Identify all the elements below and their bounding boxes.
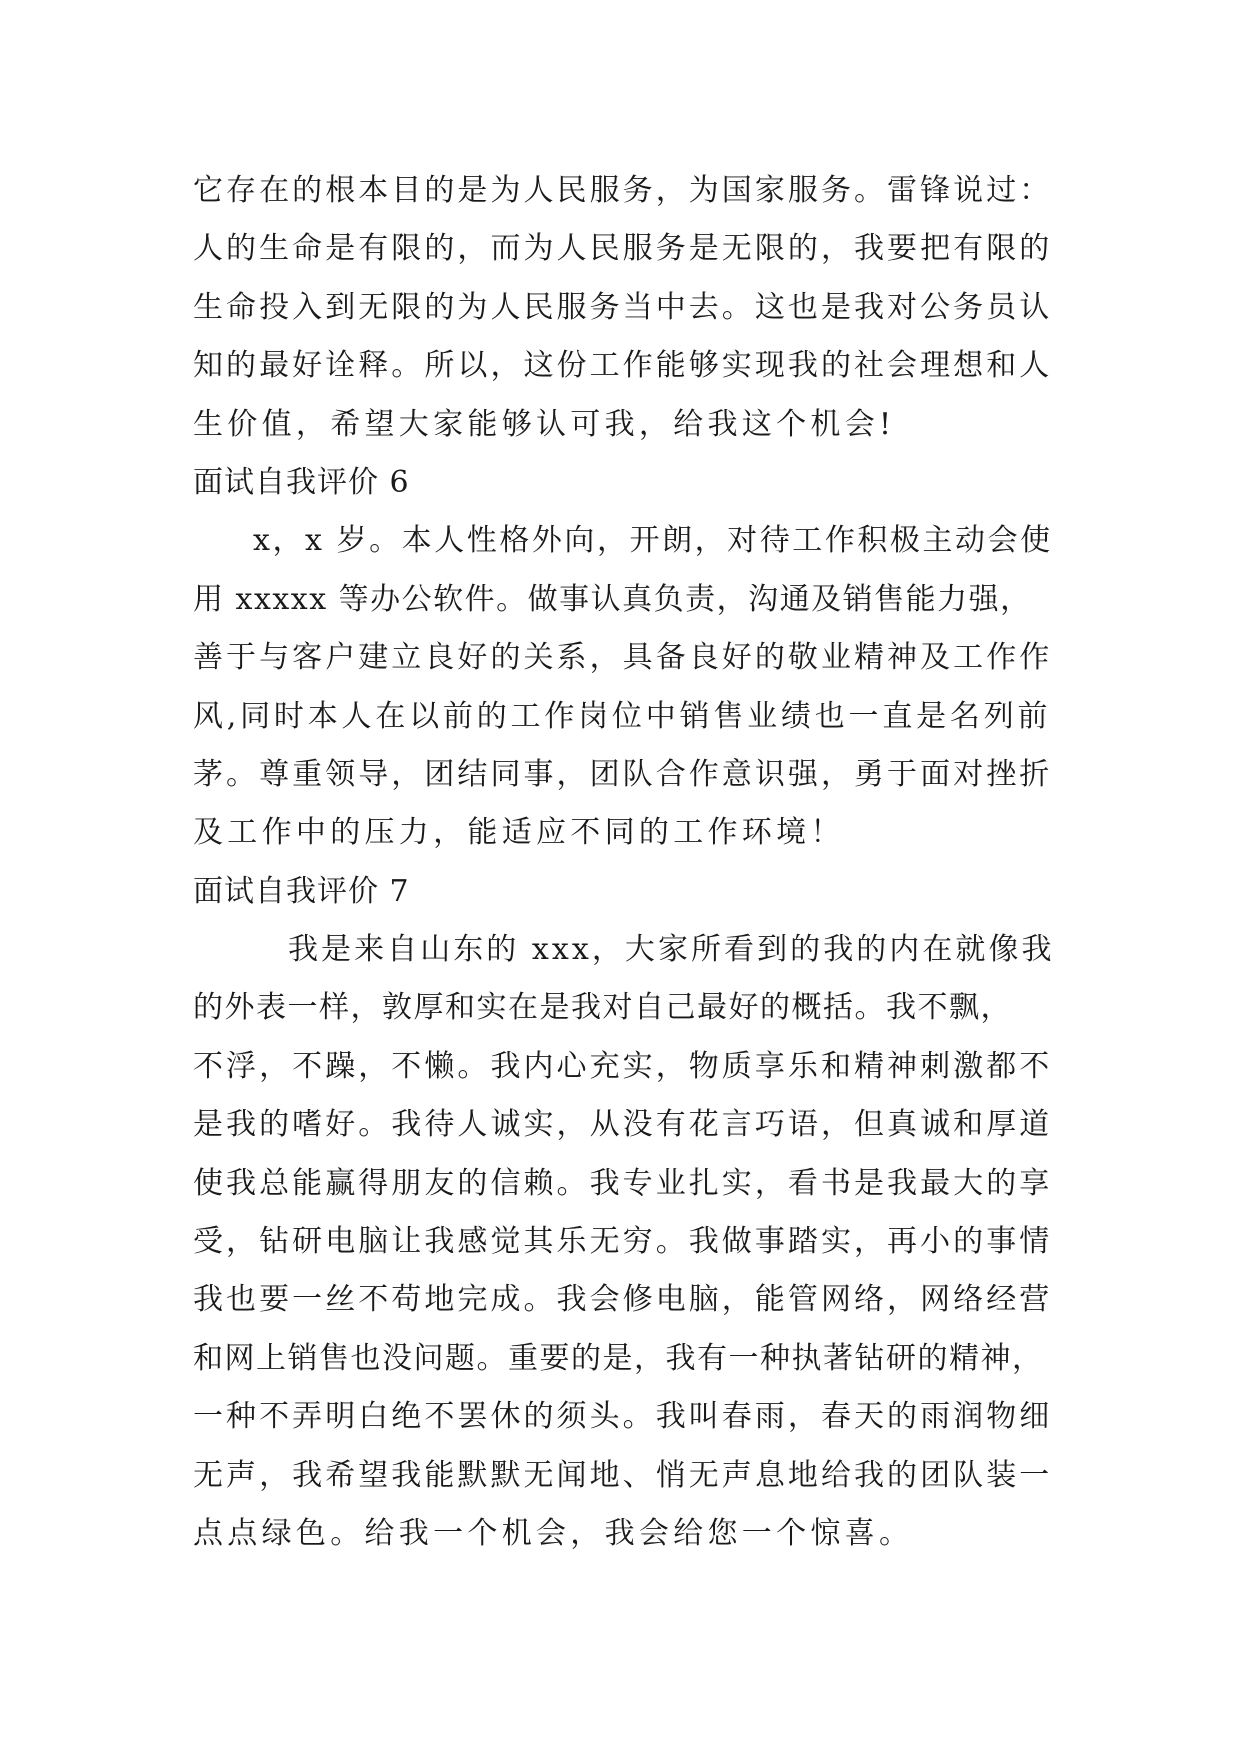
paragraph-line: 善于与客户建立良好的关系，具备良好的敬业精神及工作作 [193, 640, 1053, 676]
paragraph-line: 它存在的根本目的是为人民服务，为国家服务。雷锋说过： [193, 173, 1053, 208]
paragraph-line: x，x 岁。本人性格外向，开朗，对待工作积极主动会使 [253, 523, 1053, 559]
paragraph-line: 人的生命是有限的，而为人民服务是无限的，我要把有限的 [193, 231, 1053, 267]
paragraph-line: 使我总能赢得朋友的信赖。我专业扎实，看书是我最大的享 [193, 1165, 1053, 1201]
paragraph-line: 知的最好诠释。所以，这份工作能够实现我的社会理想和人 [193, 348, 1053, 384]
paragraph-line: 茅。尊重领导，团结同事，团队合作意识强，勇于面对挫折 [193, 756, 1053, 792]
paragraph-line: 用 xxxxx 等办公软件。做事认真负责，沟通及销售能力强， [193, 581, 1032, 617]
paragraph-line: 一种不弄明白绝不罢休的须头。我叫春雨，春天的雨润物细 [193, 1399, 1053, 1435]
document-body [193, 162, 1055, 1563]
paragraph-line: 的外表一样，敦厚和实在是我对自己最好的概括。我不飘， [193, 990, 1012, 1026]
paragraph-line: 不浮，不躁，不懒。我内心充实，物质享乐和精神刺激都不 [193, 1048, 1053, 1084]
section-heading: 面试自我评价 6 [193, 464, 410, 500]
paragraph-line: 生命投入到无限的为人民服务当中去。这也是我对公务员认 [193, 289, 1053, 325]
section-heading: 面试自我评价 7 [193, 873, 410, 909]
paragraph-line: 受，钻研电脑让我感觉其乐无穷。我做事踏实，再小的事情 [193, 1224, 1053, 1260]
paragraph-line: 生价值，希望大家能够认可我，给我这个机会! [193, 406, 896, 442]
paragraph-line: 我也要一丝不苟地完成。我会修电脑，能管网络，网络经营 [193, 1282, 1053, 1318]
paragraph-line: 我是来自山东的 xxx，大家所看到的我的内在就像我 [288, 932, 1055, 968]
paragraph-line: 是我的嗜好。我待人诚实，从没有花言巧语，但真诚和厚道 [193, 1107, 1053, 1143]
paragraph-line: 风,同时本人在以前的工作岗位中销售业绩也一直是名列前 [193, 698, 1052, 734]
paragraph-line: 及工作中的压力，能适应不同的工作环境！ [193, 815, 845, 851]
paragraph-line: 无声，我希望我能默默无闻地、悄无声息地给我的团队装一 [193, 1457, 1053, 1493]
paragraph-line: 点点绿色。给我一个机会，我会给您一个惊喜。 [193, 1515, 914, 1551]
paragraph-line: 和网上销售也没问题。重要的是，我有一种执著钻研的精神， [193, 1340, 1044, 1376]
